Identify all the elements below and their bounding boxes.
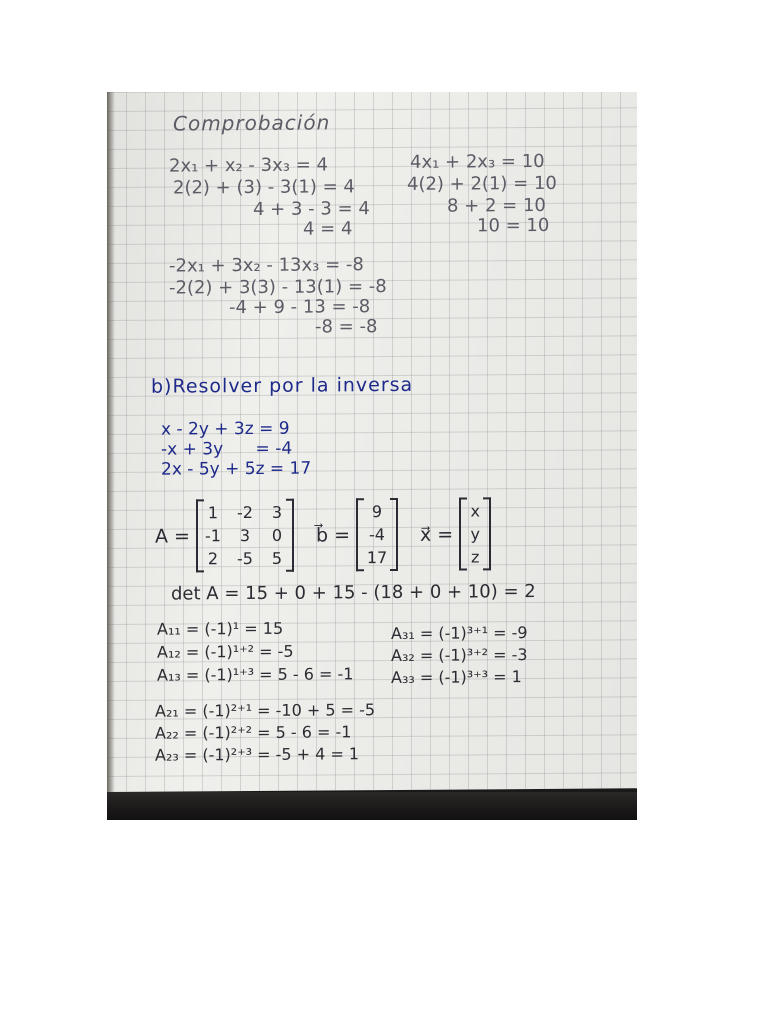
vector-cell: y: [470, 524, 480, 544]
vector-x: [459, 499, 491, 568]
determinant-line: det A = 15 + 0 + 15 - (18 + 0 + 10) = 2: [171, 581, 536, 605]
check-line: -2x₁ + 3x₂ - 13x₃ = -8: [169, 254, 364, 277]
cofactor-line: A₃₂ = (-1)³⁺² = -3: [391, 645, 528, 666]
matrix-cell: 2: [207, 549, 219, 569]
matrix-cell: 5: [271, 548, 283, 568]
vector-cell: 9: [371, 502, 383, 522]
matrix-cell: 3: [239, 526, 251, 546]
grid-paper-page: [107, 92, 637, 792]
section-heading: b)Resolver por la inversa: [151, 373, 414, 398]
matrix-cell: -1: [204, 526, 221, 546]
check-line: 10 = 10: [477, 214, 550, 237]
vector-cell: x: [470, 501, 480, 521]
cofactor-line: A₂₂ = (-1)²⁺² = 5 - 6 = -1: [155, 722, 352, 743]
matrix-cell: 3: [271, 502, 283, 522]
check-line: 4 + 3 - 3 = 4: [253, 198, 370, 220]
cofactor-line: A₃₁ = (-1)³⁺¹ = -9: [391, 623, 528, 644]
vector-cell: -4: [369, 525, 385, 545]
page-edge-shadow: [107, 92, 115, 792]
system-equation: -x + 3y = -4: [161, 438, 293, 460]
check-line: -8 = -8: [315, 316, 378, 338]
matrix-cell: 1: [207, 503, 219, 523]
check-line: 8 + 2 = 10: [447, 194, 546, 217]
check-line: 4(2) + 2(1) = 10: [407, 172, 557, 195]
check-line: 2x₁ + x₂ - 3x₃ = 4: [169, 154, 328, 177]
notebook-photo: [107, 92, 637, 820]
vector-cell: z: [471, 547, 480, 567]
check-line: 4 = 4: [303, 218, 353, 240]
vector-x-label: x⃗ =: [420, 523, 454, 546]
check-line: 2(2) + (3) - 3(1) = 4: [173, 176, 355, 199]
matrix-cell: 0: [271, 525, 283, 545]
vector-b-label: b⃗ =: [315, 523, 350, 547]
check-line: -2(2) + 3(3) - 13(1) = -8: [169, 276, 387, 299]
matrix-row: [155, 499, 491, 570]
cofactor-line: A₃₃ = (-1)³⁺³ = 1: [391, 667, 522, 688]
matrix-A-label: A =: [155, 524, 190, 548]
system-equation: x - 2y + 3z = 9: [161, 418, 290, 440]
cofactor-line: A₂₁ = (-1)²⁺¹ = -10 + 5 = -5: [155, 700, 376, 721]
system-equation: 2x - 5y + 5z = 17: [161, 458, 312, 480]
cofactor-line: A₁₂ = (-1)¹⁺² = -5: [157, 641, 294, 662]
cofactor-line: A₂₃ = (-1)²⁺³ = -5 + 4 = 1: [155, 744, 360, 765]
page-title: Comprobación: [173, 110, 331, 136]
matrix-A: [196, 501, 294, 571]
vector-cell: 17: [366, 548, 388, 568]
cofactor-line: A₁₃ = (-1)¹⁺³ = 5 - 6 = -1: [157, 664, 354, 685]
cofactor-line: A₁₁ = (-1)¹ = 15: [157, 618, 284, 639]
photo-background-shadow: [107, 792, 637, 820]
matrix-cell: -2: [236, 502, 253, 523]
vector-b: [356, 500, 398, 569]
matrix-cell: -5: [236, 548, 253, 569]
check-line: -4 + 9 - 13 = -8: [229, 296, 371, 319]
check-line: 4x₁ + 2x₃ = 10: [410, 150, 545, 173]
